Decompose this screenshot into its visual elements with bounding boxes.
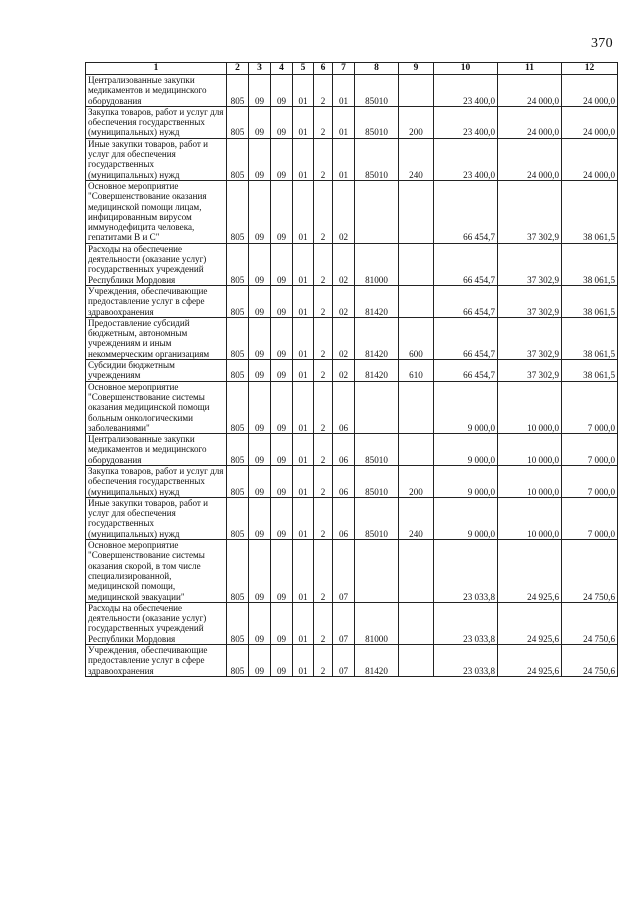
cell-c6: 2 — [314, 317, 333, 359]
cell-c7: 01 — [333, 106, 355, 138]
cell-c2: 805 — [227, 243, 249, 285]
cell-c12: 24 750,6 — [562, 540, 618, 603]
cell-c2: 805 — [227, 381, 249, 433]
table-row — [86, 497, 618, 539]
cell-c10: 9 000,0 — [434, 381, 498, 433]
cell-c10: 23 400,0 — [434, 75, 498, 107]
cell-c3: 09 — [249, 645, 271, 677]
cell-c4: 09 — [271, 381, 293, 433]
row-name: Основное мероприятие "Совершенствование оказания медицинской помощи лицам, инфицированным вирусом иммунодефицита человека, гепатитами В и С" — [86, 180, 227, 243]
cell-c7: 02 — [333, 180, 355, 243]
cell-c10: 66 454,7 — [434, 243, 498, 285]
cell-c3: 09 — [249, 497, 271, 539]
cell-c4: 09 — [271, 497, 293, 539]
cell-c7: 02 — [333, 243, 355, 285]
table-row — [86, 180, 618, 243]
cell-c12: 38 061,5 — [562, 243, 618, 285]
cell-c9 — [399, 540, 434, 603]
cell-c12: 38 061,5 — [562, 285, 618, 317]
cell-c6: 2 — [314, 602, 333, 644]
cell-c6: 2 — [314, 645, 333, 677]
cell-c11: 24 000,0 — [498, 138, 562, 180]
cell-c3: 09 — [249, 381, 271, 433]
cell-c10: 9 000,0 — [434, 434, 498, 466]
row-name: Предоставление субсидий бюджетным, автономным учреждениям и иным некоммерческим организациям — [86, 317, 227, 359]
cell-c7: 06 — [333, 434, 355, 466]
cell-c11: 24 000,0 — [498, 75, 562, 107]
table-row — [86, 138, 618, 180]
cell-c9 — [399, 243, 434, 285]
cell-c4: 09 — [271, 138, 293, 180]
cell-c12: 38 061,5 — [562, 317, 618, 359]
cell-c4: 09 — [271, 75, 293, 107]
table-row — [86, 434, 618, 466]
cell-c5: 01 — [293, 645, 314, 677]
row-name: Учреждения, обеспечивающие предоставление услуг в сфере здравоохранения — [86, 285, 227, 317]
row-name: Учреждения, обеспечивающие предоставление услуг в сфере здравоохранения — [86, 645, 227, 677]
cell-c2: 805 — [227, 360, 249, 382]
cell-c7: 06 — [333, 497, 355, 539]
table-row — [86, 285, 618, 317]
row-name: Расходы на обеспечение деятельности (оказание услуг) государственных учреждений Республики Мордовия — [86, 602, 227, 644]
cell-c4: 09 — [271, 180, 293, 243]
cell-c5: 01 — [293, 465, 314, 497]
cell-c6: 2 — [314, 285, 333, 317]
cell-c8 — [355, 180, 399, 243]
column-header: 2 — [227, 63, 249, 75]
cell-c8: 85010 — [355, 138, 399, 180]
cell-c9: 610 — [399, 360, 434, 382]
cell-c11: 37 302,9 — [498, 285, 562, 317]
row-name: Субсидии бюджетным учреждениям — [86, 360, 227, 382]
cell-c5: 01 — [293, 106, 314, 138]
table-row — [86, 645, 618, 677]
cell-c7: 01 — [333, 138, 355, 180]
cell-c8: 81000 — [355, 602, 399, 644]
cell-c6: 2 — [314, 75, 333, 107]
column-header: 5 — [293, 63, 314, 75]
table-row — [86, 465, 618, 497]
cell-c3: 09 — [249, 360, 271, 382]
cell-c11: 10 000,0 — [498, 434, 562, 466]
cell-c2: 805 — [227, 180, 249, 243]
cell-c2: 805 — [227, 138, 249, 180]
page-number: 370 — [591, 36, 613, 51]
cell-c10: 66 454,7 — [434, 285, 498, 317]
cell-c7: 07 — [333, 602, 355, 644]
cell-c10: 66 454,7 — [434, 180, 498, 243]
cell-c4: 09 — [271, 285, 293, 317]
row-name: Расходы на обеспечение деятельности (оказание услуг) государственных учреждений Республики Мордовия — [86, 243, 227, 285]
cell-c6: 2 — [314, 243, 333, 285]
cell-c5: 01 — [293, 540, 314, 603]
table-row — [86, 540, 618, 603]
cell-c2: 805 — [227, 497, 249, 539]
cell-c10: 9 000,0 — [434, 465, 498, 497]
cell-c2: 805 — [227, 540, 249, 603]
cell-c10: 23 033,8 — [434, 602, 498, 644]
cell-c8: 85010 — [355, 75, 399, 107]
column-header: 11 — [498, 63, 562, 75]
cell-c2: 805 — [227, 645, 249, 677]
table-row — [86, 602, 618, 644]
cell-c2: 805 — [227, 602, 249, 644]
cell-c12: 38 061,5 — [562, 360, 618, 382]
cell-c8: 85010 — [355, 106, 399, 138]
cell-c3: 09 — [249, 243, 271, 285]
cell-c9 — [399, 645, 434, 677]
cell-c3: 09 — [249, 540, 271, 603]
cell-c5: 01 — [293, 381, 314, 433]
cell-c11: 10 000,0 — [498, 497, 562, 539]
cell-c8: 81420 — [355, 360, 399, 382]
cell-c2: 805 — [227, 285, 249, 317]
cell-c4: 09 — [271, 645, 293, 677]
cell-c9: 200 — [399, 465, 434, 497]
cell-c8: 81420 — [355, 317, 399, 359]
cell-c4: 09 — [271, 434, 293, 466]
cell-c10: 23 400,0 — [434, 106, 498, 138]
cell-c11: 24 925,6 — [498, 602, 562, 644]
budget-table — [85, 62, 618, 677]
cell-c7: 06 — [333, 465, 355, 497]
cell-c7: 02 — [333, 285, 355, 317]
cell-c9 — [399, 434, 434, 466]
cell-c8 — [355, 381, 399, 433]
cell-c8: 81000 — [355, 243, 399, 285]
cell-c12: 7 000,0 — [562, 434, 618, 466]
cell-c9 — [399, 75, 434, 107]
cell-c9 — [399, 602, 434, 644]
cell-c12: 24 000,0 — [562, 106, 618, 138]
row-name: Иные закупки товаров, работ и услуг для обеспечения государственных (муниципальных) нужд — [86, 138, 227, 180]
cell-c9: 200 — [399, 106, 434, 138]
table-row — [86, 360, 618, 382]
cell-c6: 2 — [314, 540, 333, 603]
cell-c12: 7 000,0 — [562, 381, 618, 433]
cell-c3: 09 — [249, 465, 271, 497]
cell-c5: 01 — [293, 602, 314, 644]
cell-c10: 66 454,7 — [434, 360, 498, 382]
cell-c6: 2 — [314, 106, 333, 138]
column-header: 7 — [333, 63, 355, 75]
row-name: Централизованные закупки медикаментов и медицинского оборудования — [86, 434, 227, 466]
cell-c6: 2 — [314, 381, 333, 433]
cell-c4: 09 — [271, 465, 293, 497]
cell-c3: 09 — [249, 106, 271, 138]
cell-c5: 01 — [293, 317, 314, 359]
header-row — [86, 63, 618, 75]
cell-c9: 240 — [399, 497, 434, 539]
cell-c7: 02 — [333, 317, 355, 359]
cell-c6: 2 — [314, 434, 333, 466]
cell-c6: 2 — [314, 180, 333, 243]
cell-c12: 24 750,6 — [562, 645, 618, 677]
cell-c6: 2 — [314, 360, 333, 382]
cell-c11: 24 925,6 — [498, 540, 562, 603]
cell-c11: 37 302,9 — [498, 317, 562, 359]
cell-c8: 85010 — [355, 497, 399, 539]
cell-c12: 7 000,0 — [562, 465, 618, 497]
cell-c4: 09 — [271, 243, 293, 285]
cell-c4: 09 — [271, 106, 293, 138]
table-row — [86, 381, 618, 433]
row-name: Иные закупки товаров, работ и услуг для обеспечения государственных (муниципальных) нужд — [86, 497, 227, 539]
cell-c3: 09 — [249, 285, 271, 317]
cell-c7: 07 — [333, 540, 355, 603]
cell-c11: 24 000,0 — [498, 106, 562, 138]
cell-c11: 37 302,9 — [498, 360, 562, 382]
table-row — [86, 75, 618, 107]
cell-c5: 01 — [293, 434, 314, 466]
cell-c8: 81420 — [355, 285, 399, 317]
column-header: 8 — [355, 63, 399, 75]
cell-c10: 9 000,0 — [434, 497, 498, 539]
cell-c6: 2 — [314, 465, 333, 497]
cell-c9: 600 — [399, 317, 434, 359]
cell-c12: 24 750,6 — [562, 602, 618, 644]
cell-c10: 66 454,7 — [434, 317, 498, 359]
cell-c5: 01 — [293, 285, 314, 317]
cell-c3: 09 — [249, 602, 271, 644]
cell-c8: 85010 — [355, 434, 399, 466]
cell-c5: 01 — [293, 75, 314, 107]
column-header: 1 — [86, 63, 227, 75]
cell-c2: 805 — [227, 317, 249, 359]
cell-c4: 09 — [271, 602, 293, 644]
row-name: Закупка товаров, работ и услуг для обеспечения государственных (муниципальных) нужд — [86, 465, 227, 497]
cell-c3: 09 — [249, 180, 271, 243]
column-header: 9 — [399, 63, 434, 75]
row-name: Централизованные закупки медикаментов и медицинского оборудования — [86, 75, 227, 107]
cell-c3: 09 — [249, 75, 271, 107]
column-header: 4 — [271, 63, 293, 75]
cell-c5: 01 — [293, 138, 314, 180]
cell-c7: 02 — [333, 360, 355, 382]
table-row — [86, 243, 618, 285]
cell-c8: 81420 — [355, 645, 399, 677]
cell-c11: 10 000,0 — [498, 381, 562, 433]
cell-c11: 10 000,0 — [498, 465, 562, 497]
cell-c11: 37 302,9 — [498, 180, 562, 243]
column-header: 3 — [249, 63, 271, 75]
cell-c11: 24 925,6 — [498, 645, 562, 677]
cell-c4: 09 — [271, 317, 293, 359]
cell-c3: 09 — [249, 317, 271, 359]
cell-c9 — [399, 285, 434, 317]
cell-c5: 01 — [293, 360, 314, 382]
row-name: Основное мероприятие "Совершенствование системы оказания скорой, в том числе специализированной, медицинской помощи, медицинской эвакуации" — [86, 540, 227, 603]
cell-c7: 06 — [333, 381, 355, 433]
cell-c4: 09 — [271, 360, 293, 382]
cell-c2: 805 — [227, 75, 249, 107]
cell-c7: 01 — [333, 75, 355, 107]
table-row — [86, 317, 618, 359]
cell-c5: 01 — [293, 497, 314, 539]
cell-c4: 09 — [271, 540, 293, 603]
cell-c5: 01 — [293, 180, 314, 243]
cell-c7: 07 — [333, 645, 355, 677]
cell-c2: 805 — [227, 106, 249, 138]
cell-c12: 24 000,0 — [562, 138, 618, 180]
table-row — [86, 106, 618, 138]
cell-c9 — [399, 381, 434, 433]
cell-c2: 805 — [227, 465, 249, 497]
cell-c3: 09 — [249, 434, 271, 466]
cell-c8: 85010 — [355, 465, 399, 497]
cell-c10: 23 033,8 — [434, 540, 498, 603]
cell-c11: 37 302,9 — [498, 243, 562, 285]
cell-c6: 2 — [314, 138, 333, 180]
cell-c12: 7 000,0 — [562, 497, 618, 539]
cell-c9: 240 — [399, 138, 434, 180]
cell-c12: 38 061,5 — [562, 180, 618, 243]
column-header: 10 — [434, 63, 498, 75]
cell-c8 — [355, 540, 399, 603]
cell-c5: 01 — [293, 243, 314, 285]
column-header: 6 — [314, 63, 333, 75]
cell-c10: 23 033,8 — [434, 645, 498, 677]
cell-c10: 23 400,0 — [434, 138, 498, 180]
cell-c12: 24 000,0 — [562, 75, 618, 107]
cell-c2: 805 — [227, 434, 249, 466]
cell-c9 — [399, 180, 434, 243]
row-name: Закупка товаров, работ и услуг для обеспечения государственных (муниципальных) нужд — [86, 106, 227, 138]
cell-c3: 09 — [249, 138, 271, 180]
cell-c6: 2 — [314, 497, 333, 539]
row-name: Основное мероприятие "Совершенствование системы оказания медицинской помощи больным онкологическими заболеваниями" — [86, 381, 227, 433]
column-header: 12 — [562, 63, 618, 75]
